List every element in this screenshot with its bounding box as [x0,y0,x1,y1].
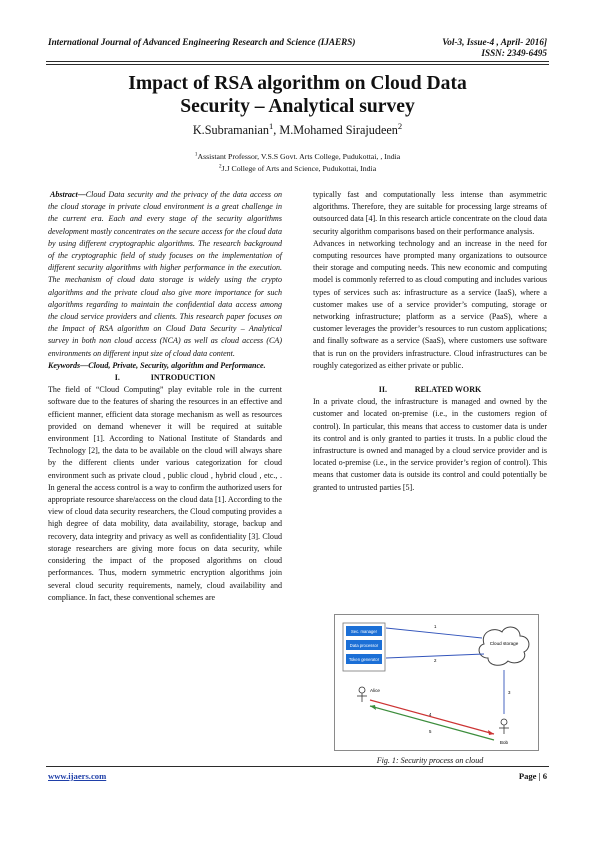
token-generator-label: Token generator [348,657,380,662]
affiliation-1-text: Assistant Professor, V.S.S Govt. Arts College, Pudukottai, , India [197,152,401,161]
title-line-1: Impact of RSA algorithm on Cloud Data [128,73,467,94]
figure-caption: Fig. 1: Security process on cloud [376,756,484,765]
abstract-lead: Abstract— [50,190,86,199]
section-1-heading [48,372,282,384]
related-work-paragraph: In a private cloud, the infrastructure is managed and owned by the customer and located on-premise (i.e., in the customers region of control). In particular, this means that access to customer data is under its control and is only granted to parties it trusts. In a public cloud the infrastructure is owned and managed by a cloud service provider and is located o-premise (i.e., in the service provider’s region of control). This means that customer data is outside its control and could potentially be granted to untrusted parties [5]. [313,397,547,492]
author-line [60,120,535,137]
volume-header [442,37,547,59]
edge-label-3: 3 [508,690,511,695]
author-2-mark: 2 [397,120,403,131]
introduction-paragraph: The field of “Cloud Computing” play evitable role in the current software due to the features of sharing the resources in an effective and efficient manner, efficient data storage mechanism as well as resources provided on demand whenever it will be required at suitable environment [1]. According to National Institute of Standards and Technology [2], the data to be available on the cloud will always share by the different clients under various categorization for cloud environment such as private cloud , public cloud , hybrid cloud , etc., . In general the access control is a way to confirm the authorized users for appropriate resource share/access on the cloud data [1]. According to the view of cloud data security researchers, the Cloud computing provides a high degree of data mobility, data availability, storage, backup and recovery, data integrity and privacy as well as confidentiality [3]. Cloud storage researchers are giving more focus on data security, while considering the impact of the proposed algorithms on cloud performances. Thus, modern symmetric encryption algorithms join several cloud security requirements, namely, cloud availability and compliance. In fact, these conventional schemes are [48,385,282,602]
edge-label-1: 1 [434,624,437,629]
cloud-storage-label: Cloud storage [489,641,519,646]
author-separator: , [273,123,280,137]
author-1-mark: 1 [269,120,274,131]
alice-head [359,687,365,693]
security-process-figure [334,614,539,751]
left-column [48,189,282,604]
affiliation-1-mark: 1 [194,151,198,158]
right-column [313,189,547,494]
keywords: Keywords—Cloud, Private, Security, algorithm and Performance. [48,360,266,370]
footer-rule [46,766,549,767]
journal-website-link[interactable]: www.ijaers.com [48,771,107,781]
edge-label-4: 4 [429,712,432,717]
author-1: K.Subramanian [192,123,270,137]
section-1-title: INTRODUCTION [150,373,216,383]
affiliation-2-mark: 2 [218,163,222,170]
edge-label-2: 2 [434,658,437,663]
introduction-continued: typically fast and computationally less intense than asymmetric algorithms. Therefore, they are suitable for processing large streams of outsourced data [4]. In this research article concentrate on the cloud data security algorithm comparisons based on their performance analysis. [313,190,547,236]
sec-manager-label: Sec. manager [350,629,378,634]
section-2-title: RELATED WORK [414,385,482,395]
data-processor-label: Data processor [349,643,379,648]
abstract-text: Cloud Data security and the privacy of the data access on the cloud storage in private cloud environment is a great challenge in the current era. Each and every stage of the security algorithms development mostly concentrates on the secure access for the cloud data by using different cryptographic algorithms. The research background of the cryptographic field of study focuses on the implementation of different security algorithms with higher performance in the execution. The mechanism of cloud data storage is widely using the crypto algorithms and the private cloud also give more importance for such algorithms regarding to maintain the confidential data access among the cloud service providers and clients. This research paper focuses on the Impact of RSA algorithm on Cloud Data Security – Analytical survey in both non cloud access (NCA) as well as cloud access (CA) environments on different input size of cloud data content. [48,190,282,358]
bob-label: Bob [499,740,509,745]
issn-info: ISSN: 2349-6495 [481,48,547,58]
journal-header: International Journal of Advanced Engineering Research and Science (IJAERS) [48,37,356,47]
edge-label-5: 5 [429,729,432,734]
section-2-heading [313,384,547,396]
header-rule [46,61,549,62]
introduction-paragraph-2: Advances in networking technology and an increase in the need for computing resources have prompted many organizations to outsource their storage and computing needs. This new economic and computing model is commonly referred to as cloud computing and includes various types of services such as: infrastructure as a service (IaaS), where a customer makes use of a service provider’s computing, storage or networking infrastructure; platform as a service (PaaS), where a customer leverages the provider’s resources to run custom applications; and finally software as a service (SaaS), where customers use software that is run on the providers infrastructure. Cloud infrastructures can be roughly categorized as either private or public. [313,238,547,370]
section-1-number: I. [114,373,120,383]
affiliation-1 [60,152,535,162]
abstract [48,189,282,360]
section-2-number: II. [378,385,387,395]
affiliation-2-text: J.J College of Arts and Science, Pudukottai, India [221,164,377,173]
bob-head [501,719,507,725]
title-line-2: Security – Analytical survey [180,95,415,117]
affiliation-2 [60,164,535,174]
header-rule-thin [46,64,549,65]
paper-title [60,73,535,118]
alice-label: Alice [370,688,380,693]
page-number: Page | 6 [518,771,547,781]
volume-info: Vol-3, Issue-4 , April- 2016] [442,37,547,47]
author-2: M.Mohamed Sirajudeen [279,123,398,137]
